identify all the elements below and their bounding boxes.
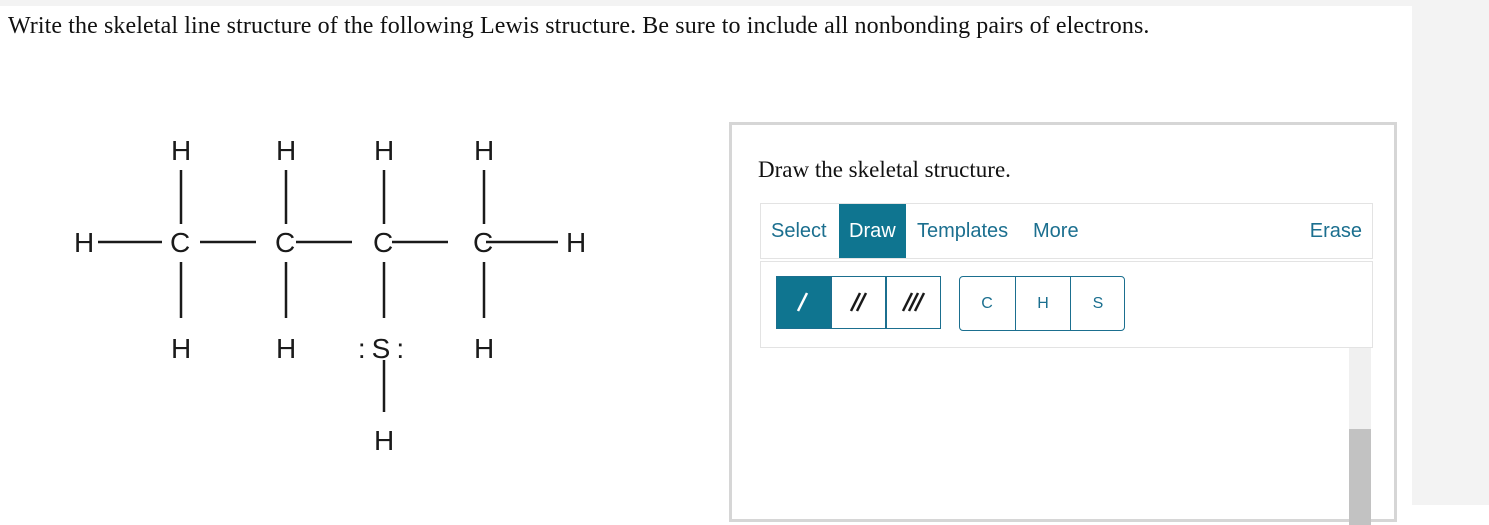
drawing-panel [729,122,1397,522]
atom-h-top-2: H [276,135,297,166]
scrollbar-thumb[interactable] [1349,429,1371,525]
triple-bond-button[interactable] [886,276,941,329]
atom-h-top-1: H [171,135,192,166]
single-bond-button[interactable] [776,276,831,329]
tab-draw[interactable]: Draw [839,204,906,258]
atom-s-with-lone-pairs: :S: [357,333,411,364]
right-rail [1412,0,1489,505]
tab-more[interactable]: More [1033,220,1079,242]
lewis-structure [60,120,620,480]
atom-h-bottom-2: H [276,333,297,364]
atom-c3: C [373,227,394,258]
bond-tool-group [776,276,944,331]
question-text: Write the skeletal line structure of the following Lewis structure. Be sure to include all nonbonding pairs of electrons. [8,13,1150,39]
atom-h-top-4: H [474,135,495,166]
atom-c2: C [275,227,296,258]
atom-c4: C [473,227,494,258]
atom-tool-group [959,276,1125,331]
atom-s-button[interactable]: S [1070,277,1125,330]
atom-h-top-3: H [374,135,395,166]
double-bond-icon [832,277,885,328]
triple-bond-icon [887,277,940,328]
top-strip [0,0,1412,6]
toolbar [760,203,1373,259]
single-bond-icon [777,277,830,328]
atom-c1: C [170,227,191,258]
atom-h-left: H [74,227,95,258]
erase-button[interactable]: Erase [1309,220,1362,242]
atom-h-right: H [566,227,587,258]
atom-h-button[interactable]: H [1015,277,1070,330]
double-bond-button[interactable] [831,276,886,329]
atom-c-button[interactable]: C [981,295,993,312]
tab-templates[interactable]: Templates [917,220,1009,242]
atom-h-bottom-1: H [171,333,192,364]
draw-tools [760,261,1373,348]
tab-select[interactable]: Select [771,220,827,242]
atom-h-bottom-4: H [474,333,495,364]
atom-h-on-s: H [374,425,395,456]
panel-title: Draw the skeletal structure. [758,157,1011,182]
